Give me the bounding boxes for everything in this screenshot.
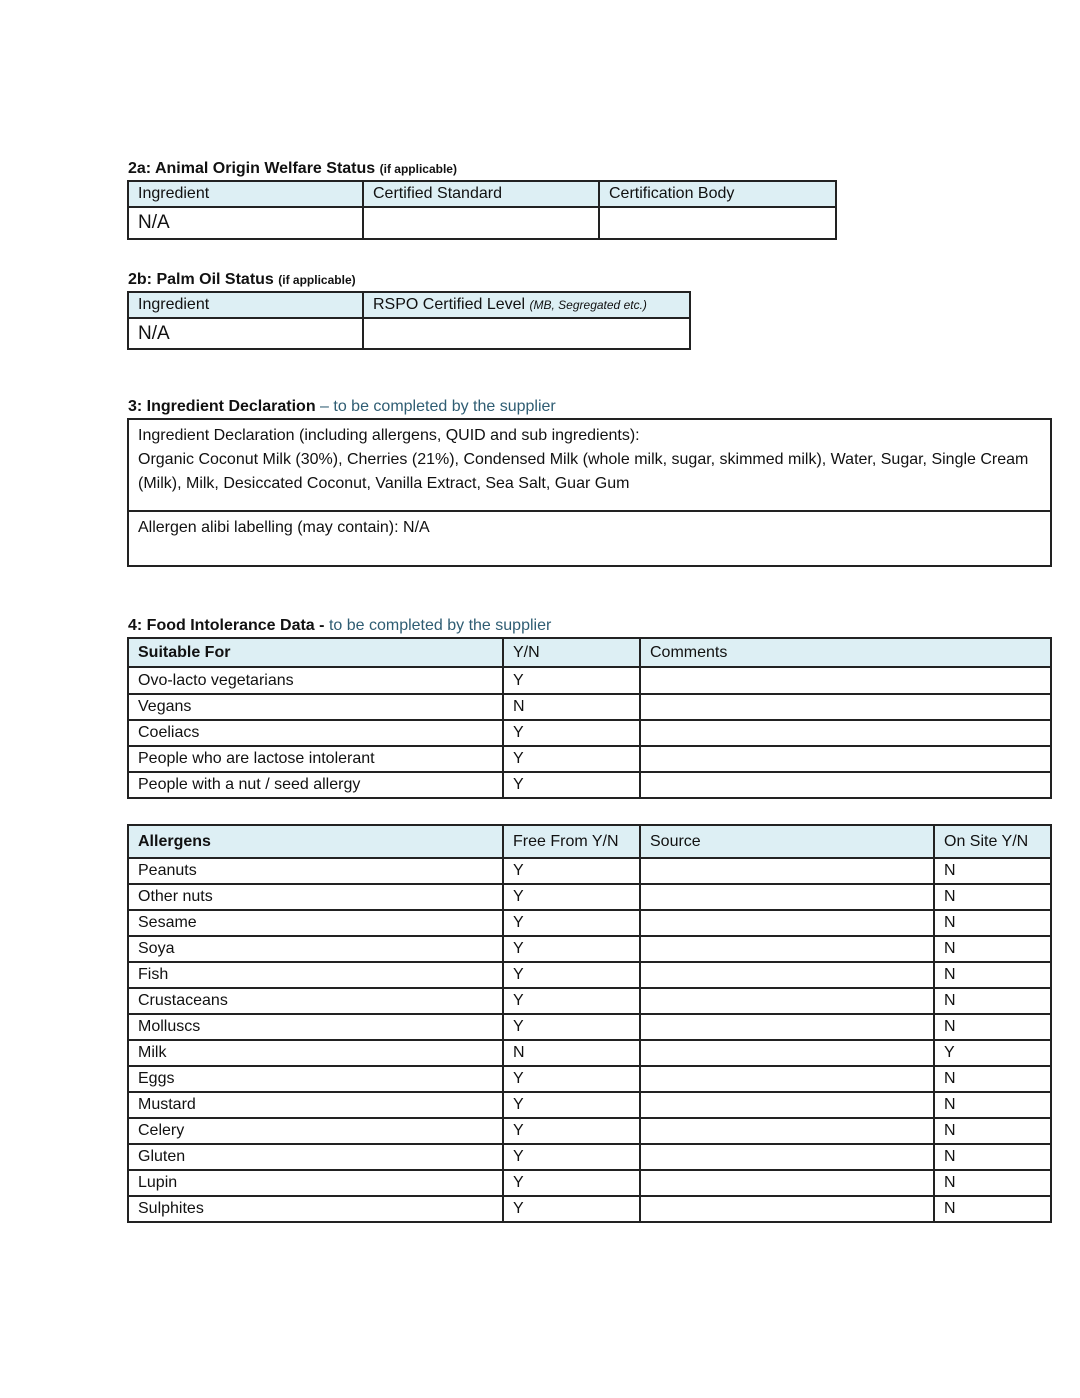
- allergen-name: Other nuts: [128, 884, 503, 910]
- allergen-source: [640, 1092, 934, 1118]
- allergen-name: Peanuts: [128, 858, 503, 884]
- suitable-label: Coeliacs: [128, 720, 503, 746]
- allergen-on-site: N: [934, 1170, 1051, 1196]
- table-row: [128, 1170, 1051, 1196]
- allergen-name: Crustaceans: [128, 988, 503, 1014]
- allergen-on-site: N: [934, 1066, 1051, 1092]
- suitable-label: People who are lactose intolerant: [128, 746, 503, 772]
- allergen-name: Sesame: [128, 910, 503, 936]
- rspo-header-label: RSPO Certified Level: [373, 296, 526, 313]
- suitable-comment: [640, 746, 1051, 772]
- suitable-comment: [640, 720, 1051, 746]
- allergen-free-from: Y: [503, 1196, 640, 1222]
- table-row: [128, 1144, 1051, 1170]
- allergen-alibi-label: Allergen alibi labelling (may contain): N/A: [138, 519, 430, 536]
- col-header-comments: Comments: [640, 638, 1051, 667]
- suitable-yn: Y: [503, 746, 640, 772]
- col-header-yn: Y/N: [503, 638, 640, 667]
- allergen-on-site: N: [934, 858, 1051, 884]
- section-4-title: [128, 617, 551, 635]
- allergen-on-site: N: [934, 962, 1051, 988]
- allergen-source: [640, 1040, 934, 1066]
- table-row: [128, 1118, 1051, 1144]
- cell-certification-body: [599, 207, 836, 239]
- declaration-label: Ingredient Declaration (including allergens, QUID and sub ingredients):: [138, 427, 640, 444]
- allergens-table: [127, 824, 1052, 1223]
- allergen-free-from: Y: [503, 1118, 640, 1144]
- allergen-name: Soya: [128, 936, 503, 962]
- allergen-source: [640, 1170, 934, 1196]
- allergen-name: Mustard: [128, 1092, 503, 1118]
- table-row: [128, 858, 1051, 884]
- allergen-on-site: N: [934, 910, 1051, 936]
- table-row: [128, 884, 1051, 910]
- section-2b-suffix: (if applicable): [278, 273, 356, 287]
- allergen-free-from: Y: [503, 936, 640, 962]
- ingredient-declaration-cell: [128, 419, 1051, 511]
- table-row: [128, 910, 1051, 936]
- table-row: [128, 772, 1051, 798]
- suitable-label: Vegans: [128, 694, 503, 720]
- col-header-ingredient: Ingredient: [128, 181, 363, 207]
- allergen-source: [640, 910, 934, 936]
- allergen-source: [640, 884, 934, 910]
- allergen-alibi-cell: [128, 511, 1051, 566]
- col-header-free-from: Free From Y/N: [503, 825, 640, 858]
- suitable-label: Ovo-lacto vegetarians: [128, 667, 503, 694]
- allergen-on-site: N: [934, 1014, 1051, 1040]
- col-header-ingredient: Ingredient: [128, 292, 363, 318]
- table-row: [128, 1014, 1051, 1040]
- section-2a-suffix: (if applicable): [379, 162, 457, 176]
- table-row: [128, 988, 1051, 1014]
- allergen-source: [640, 1066, 934, 1092]
- section-2a-title: [128, 160, 457, 178]
- allergen-name: Lupin: [128, 1170, 503, 1196]
- allergen-source: [640, 858, 934, 884]
- col-header-certification-body: Certification Body: [599, 181, 836, 207]
- ingredient-declaration-table: [127, 418, 1052, 567]
- col-header-suitable-for: Suitable For: [128, 638, 503, 667]
- table-row: [128, 1040, 1051, 1066]
- section-4-heading: 4: Food Intolerance Data: [128, 617, 315, 634]
- col-header-on-site: On Site Y/N: [934, 825, 1051, 858]
- section-3-title: [128, 398, 556, 416]
- allergen-source: [640, 1118, 934, 1144]
- allergen-source: [640, 1014, 934, 1040]
- suitable-yn: N: [503, 694, 640, 720]
- allergen-free-from: Y: [503, 988, 640, 1014]
- section-2b-title: [128, 271, 356, 289]
- section-2a-heading: 2a: Animal Origin Welfare Status: [128, 160, 376, 177]
- table-row: [128, 1092, 1051, 1118]
- allergen-source: [640, 988, 934, 1014]
- allergen-name: Sulphites: [128, 1196, 503, 1222]
- allergen-name: Fish: [128, 962, 503, 988]
- allergen-free-from: Y: [503, 1092, 640, 1118]
- allergen-source: [640, 936, 934, 962]
- cell-rspo-level: [363, 318, 690, 349]
- cell-certified-standard: [363, 207, 599, 239]
- suitable-comment: [640, 694, 1051, 720]
- allergen-source: [640, 962, 934, 988]
- col-header-source: Source: [640, 825, 934, 858]
- allergen-on-site: N: [934, 936, 1051, 962]
- table-row: [128, 1196, 1051, 1222]
- section-2b-heading: 2b: Palm Oil Status: [128, 271, 274, 288]
- allergen-name: Eggs: [128, 1066, 503, 1092]
- animal-welfare-table: [127, 180, 837, 240]
- allergen-free-from: Y: [503, 1144, 640, 1170]
- allergen-on-site: N: [934, 1118, 1051, 1144]
- suitable-comment: [640, 772, 1051, 798]
- allergen-free-from: Y: [503, 1170, 640, 1196]
- table-row: [128, 1066, 1051, 1092]
- allergen-on-site: N: [934, 1092, 1051, 1118]
- allergen-free-from: Y: [503, 884, 640, 910]
- allergen-name: Molluscs: [128, 1014, 503, 1040]
- declaration-text: Organic Coconut Milk (30%), Cherries (21%), Condensed Milk (whole milk, sugar, skimmed milk), Water, Sugar, Single Cream (Milk), Milk, Desiccated Coconut, Vanilla Extract, Sea Salt, Guar Gum: [138, 451, 1029, 492]
- allergen-name: Gluten: [128, 1144, 503, 1170]
- table-row: [128, 962, 1051, 988]
- table-row: [128, 936, 1051, 962]
- table-row: [128, 746, 1051, 772]
- col-header-rspo-level: [363, 292, 690, 318]
- allergen-on-site: Y: [934, 1040, 1051, 1066]
- allergen-free-from: N: [503, 1040, 640, 1066]
- section-3-note: – to be completed by the supplier: [320, 398, 556, 415]
- table-row: [128, 694, 1051, 720]
- suitable-for-table: [127, 637, 1052, 799]
- section-4-dash: -: [314, 617, 325, 634]
- allergen-free-from: Y: [503, 1014, 640, 1040]
- allergen-free-from: Y: [503, 1066, 640, 1092]
- allergen-name: Milk: [128, 1040, 503, 1066]
- allergen-on-site: N: [934, 1144, 1051, 1170]
- section-3-heading: 3: Ingredient Declaration: [128, 398, 316, 415]
- col-header-certified-standard: Certified Standard: [363, 181, 599, 207]
- suitable-yn: Y: [503, 720, 640, 746]
- section-4-note: to be completed by the supplier: [328, 617, 552, 634]
- rspo-header-note: (MB, Segregated etc.): [529, 298, 647, 312]
- allergen-on-site: N: [934, 988, 1051, 1014]
- allergen-free-from: Y: [503, 858, 640, 884]
- suitable-comment: [640, 667, 1051, 694]
- cell-ingredient: N/A: [128, 207, 363, 239]
- allergen-on-site: N: [934, 884, 1051, 910]
- allergen-source: [640, 1196, 934, 1222]
- suitable-yn: Y: [503, 667, 640, 694]
- suitable-yn: Y: [503, 772, 640, 798]
- suitable-label: People with a nut / seed allergy: [128, 772, 503, 798]
- allergen-on-site: N: [934, 1196, 1051, 1222]
- table-row: [128, 720, 1051, 746]
- allergen-free-from: Y: [503, 962, 640, 988]
- col-header-allergens: Allergens: [128, 825, 503, 858]
- allergen-name: Celery: [128, 1118, 503, 1144]
- table-row: [128, 667, 1051, 694]
- palm-oil-table: [127, 291, 691, 350]
- allergen-source: [640, 1144, 934, 1170]
- cell-ingredient: N/A: [128, 318, 363, 349]
- allergen-free-from: Y: [503, 910, 640, 936]
